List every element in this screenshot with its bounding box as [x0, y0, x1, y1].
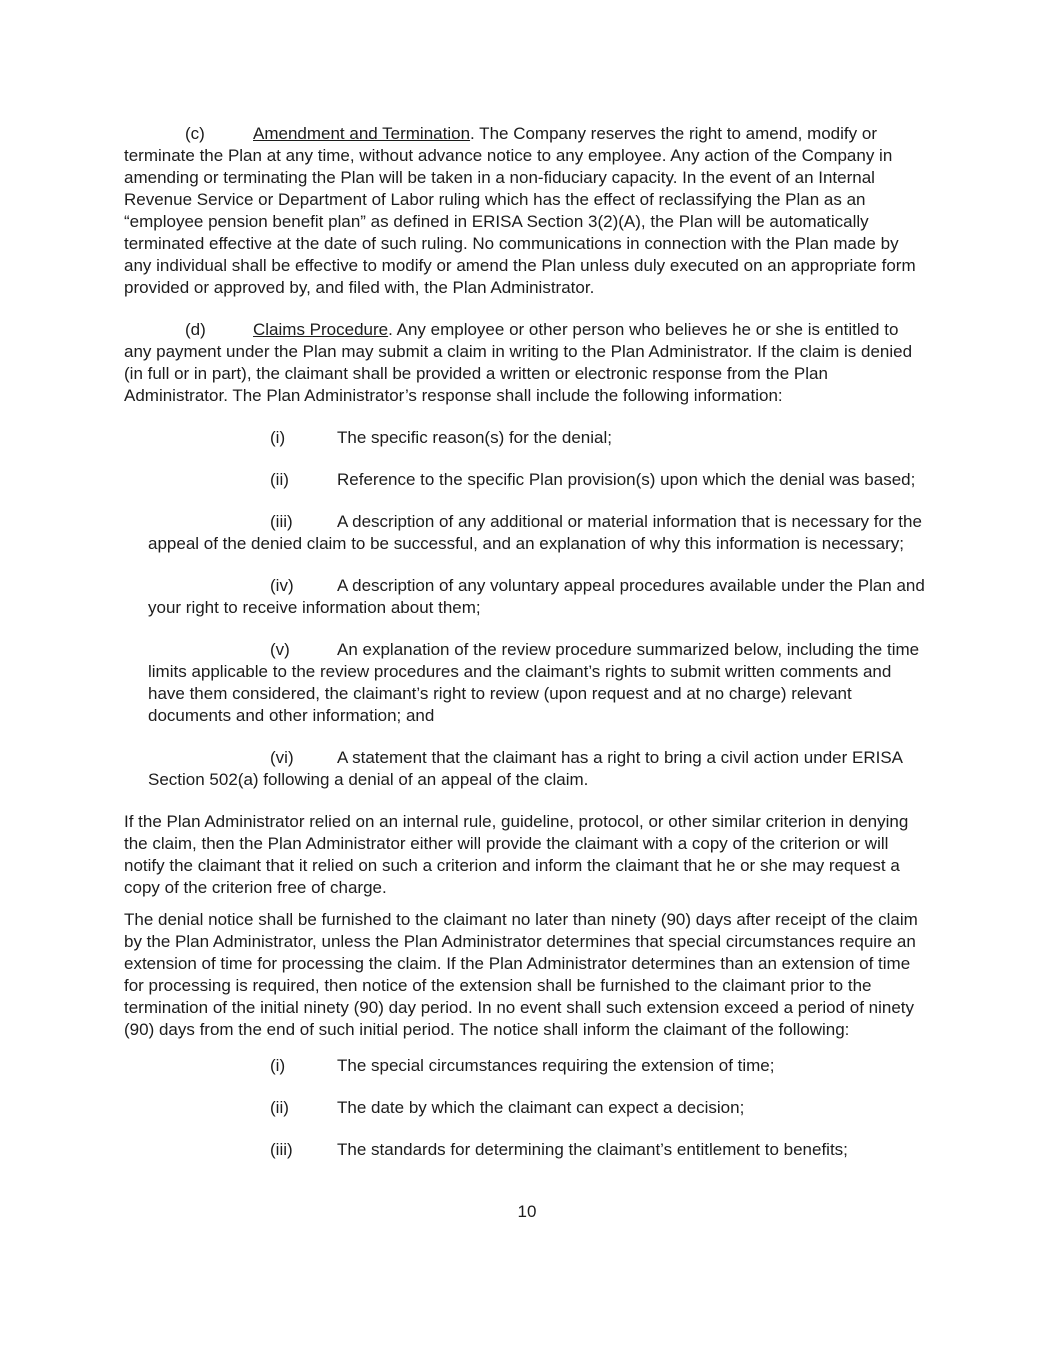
list-item-text: A description of any voluntary appeal procedures available under the Plan and your right to receive information about them;	[148, 576, 925, 617]
list-item-text: The standards for determining the claimant’s entitlement to benefits;	[337, 1140, 848, 1159]
list-item	[148, 1097, 930, 1119]
list-item-label: (iv)	[270, 576, 294, 595]
list-item	[148, 511, 930, 555]
list-item-label: (vi)	[270, 748, 294, 767]
paragraph-label: (d)	[185, 320, 206, 339]
list-item	[148, 639, 930, 727]
paragraph-heading: Claims Procedure	[253, 320, 389, 339]
list-item	[148, 1139, 930, 1161]
list-item-text: A description of any additional or material information that is necessary for the appeal of the denied claim to be successful, and an explanation of why this information is necessary;	[148, 512, 922, 553]
paragraph-claims-procedure	[124, 319, 930, 407]
list-item-text: The date by which the claimant can expect a decision;	[337, 1098, 745, 1117]
paragraph-internal-rule: If the Plan Administrator relied on an internal rule, guideline, protocol, or other similar criterion in denying the claim, then the Plan Administrator either will provide the claimant with a copy of the criterion or will notify the claimant that it relied on such a criterion and inform the claimant that he or she may request a copy of the criterion free of charge.	[124, 812, 909, 897]
list-item	[148, 747, 930, 791]
list-item-label: (iii)	[270, 1140, 293, 1159]
list-item	[148, 575, 930, 619]
list-item-label: (ii)	[270, 1098, 289, 1117]
list-item-label: (i)	[270, 428, 286, 447]
list-item-text: An explanation of the review procedure summarized below, including the time limits applicable to the review procedures and the claimant’s rights to submit written comments and have them considered, the claimant’s right to review (upon request and at no charge) relevant documents and other information; and	[148, 640, 920, 725]
page-number: 10	[517, 1202, 537, 1221]
list-item-text: A statement that the claimant has a right to bring a civil action under ERISA Section 502(a) following a denial of an appeal of the claim.	[148, 748, 903, 789]
paragraph-label: (c)	[185, 124, 205, 143]
list-item	[148, 427, 930, 449]
list-item	[148, 469, 930, 491]
paragraph-denial-notice: The denial notice shall be furnished to the claimant no later than ninety (90) days after receipt of the claim by the Plan Administrator, unless the Plan Administrator determines that special circumstances require an extension of time for processing the claim. If the Plan Administrator determines than an extension of time for processing is required, then notice of the extension shall be furnished to the claimant prior to the termination of the initial ninety (90) day period. In no event shall such extension exceed a period of ninety (90) days from the end of such initial period. The notice shall inform the claimant of the following:	[124, 910, 918, 1039]
paragraph-text: . The Company reserves the right to amend, modify or terminate the Plan at any time, without advance notice to any employee. Any action of the Company in amending or terminating the Plan will be taken in a non-fiduciary capacity. In the event of an Internal Revenue Service or Department of Labor ruling which has the effect of reclassifying the Plan as an “employee pension benefit plan” as defined in ERISA Section 3(2)(A), the Plan will be automatically terminated effective at the date of such ruling. No communications in connection with the Plan made by any individual shall be effective to modify or amend the Plan unless duly executed on an appropriate form provided or approved by, and filed with, the Plan Administrator.	[124, 124, 916, 297]
list-item-text: The specific reason(s) for the denial;	[337, 428, 612, 447]
paragraph-heading: Amendment and Termination	[253, 124, 471, 143]
list-item-label: (v)	[270, 640, 290, 659]
list-item-label: (ii)	[270, 470, 289, 489]
list-item-text: The special circumstances requiring the extension of time;	[337, 1056, 775, 1075]
list-item-text: Reference to the specific Plan provision(s) upon which the denial was based;	[337, 470, 916, 489]
list-item-label: (iii)	[270, 512, 293, 531]
paragraph-amendment-and-termination	[124, 123, 930, 299]
list-item-label: (i)	[270, 1056, 286, 1075]
list-item	[148, 1055, 930, 1077]
paragraph-text: . Any employee or other person who believes he or she is entitled to any payment under the Plan may submit a claim in writing to the Plan Administrator. If the claim is denied (in full or in part), the claimant shall be provided a written or electronic response from the Plan Administrator. The Plan Administrator’s response shall include the following information:	[124, 320, 913, 405]
